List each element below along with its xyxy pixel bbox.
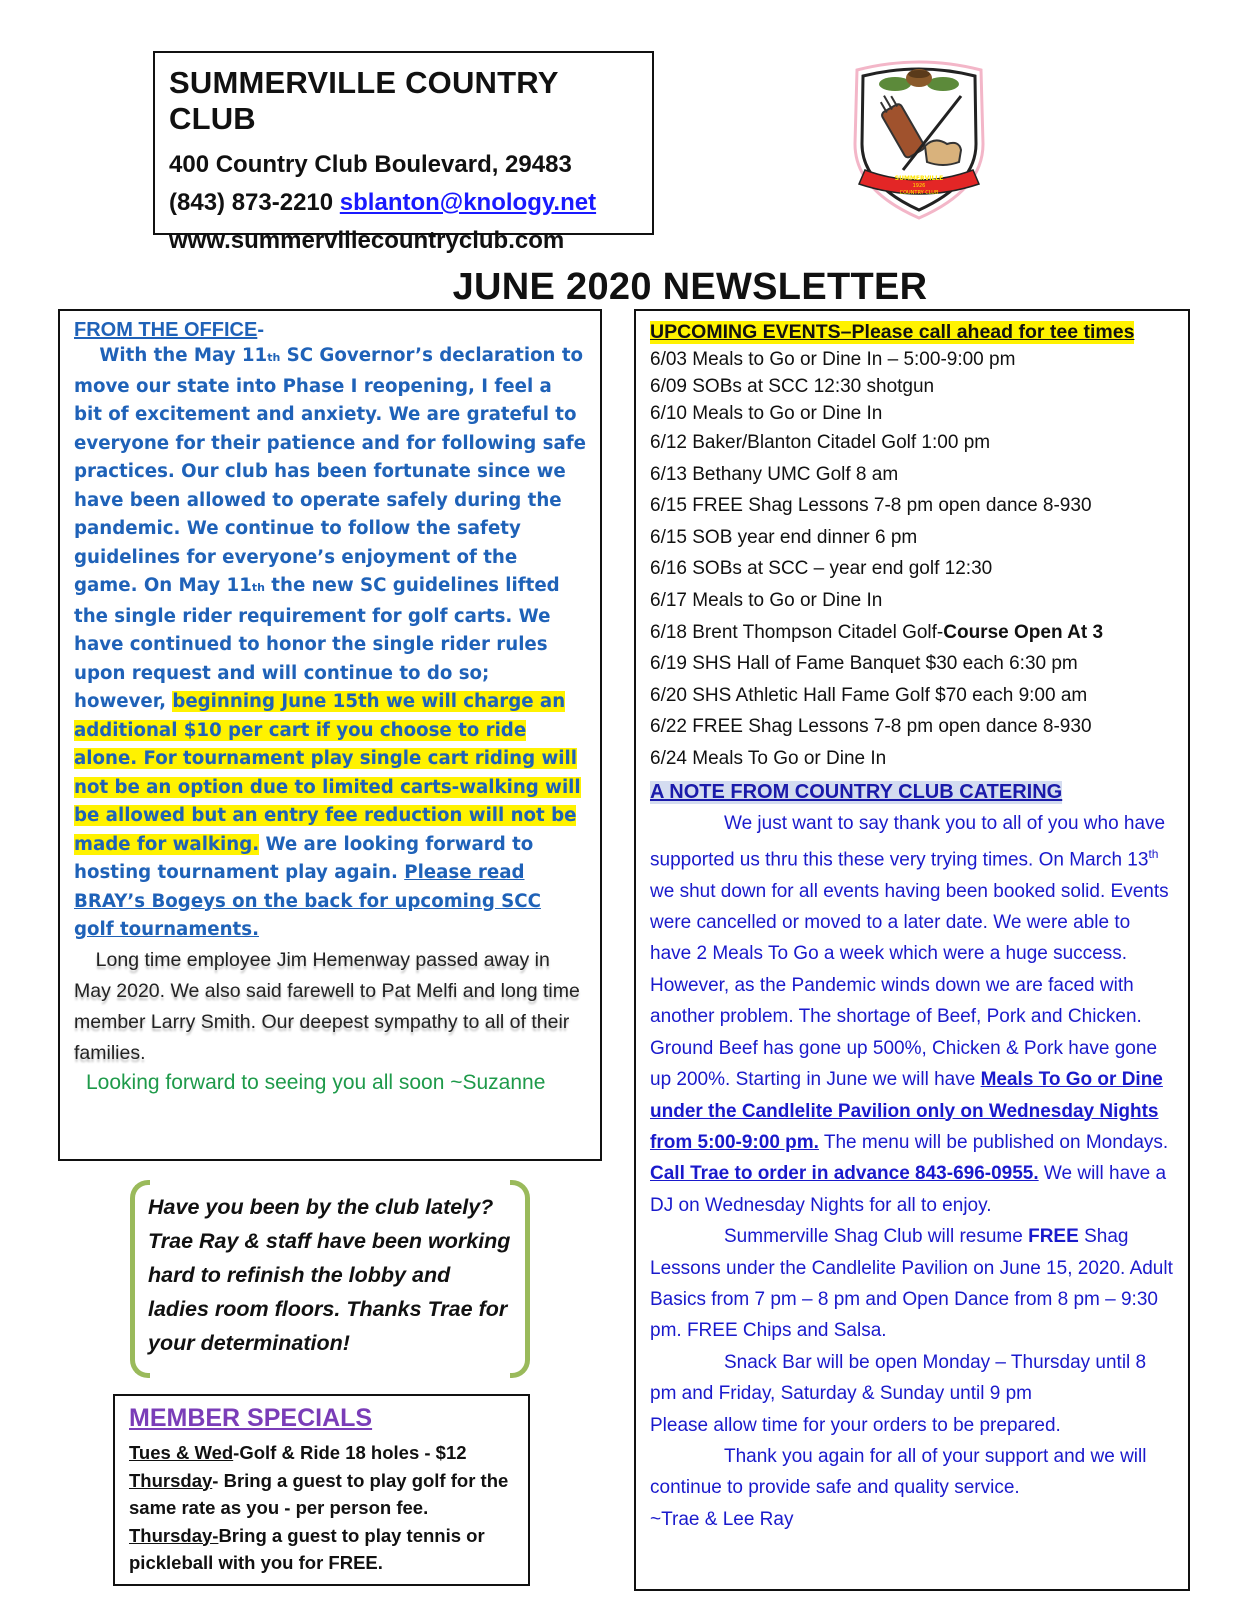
catering-paragraph: Please allow time for your orders to be prepared. bbox=[650, 1414, 1061, 1436]
catering-paragraph: Thank you again for all of your support and we will continue to provide safe and quality service. bbox=[650, 1445, 1147, 1499]
special-text: -Golf & Ride 18 holes - $12 bbox=[233, 1442, 467, 1463]
special-item bbox=[129, 1439, 514, 1467]
special-day: Thursday- bbox=[129, 1524, 219, 1546]
club-email-link[interactable]: sblanton@knology.net bbox=[339, 189, 597, 216]
callout-bracket-right bbox=[510, 1180, 530, 1378]
club-crest-logo bbox=[843, 52, 995, 222]
special-text: - Bring a guest to play golf for the same rate as you - per person fee. bbox=[129, 1469, 509, 1518]
upcoming-events-heading: UPCOMING EVENTS–Please call ahead for tee times bbox=[650, 321, 1135, 343]
catering-heading: A NOTE FROM COUNTRY CLUB CATERING bbox=[650, 780, 1063, 803]
event-item: 6/15 SOB year end dinner 6 pm bbox=[650, 526, 918, 548]
office-signoff: Looking forward to seeing you all soon ~Suzanne bbox=[86, 1070, 546, 1094]
club-contact-line bbox=[169, 189, 638, 217]
catering-paragraph: We just want to say thank you to all of you who have supported us thru this these very trying times. On March 13th we shut down for all events having been booked solid. Events were cancelled or moved to a later date. We were able to have 2 Meals To Go a week which were a huge success. However, as the Pandemic winds down we are faced with another problem. The shortage of Beef, Pork and Chicken. Ground Beef has gone up 500%, Chicken & Pork have gone up 200%. Starting in June we will have Meals To Go or Dine under the Candlelite Pavilion only on Wednesday Nights from 5:00-9:00 pm. The menu will be published on Mondays. Call Trae to order in advance 843-696-0955. We will have a DJ on Wednesday Nights for all to enjoy. bbox=[650, 812, 1169, 1216]
club-name: SUMMERVILLE COUNTRY CLUB bbox=[169, 65, 559, 136]
event-item: 6/13 Bethany UMC Golf 8 am bbox=[650, 463, 899, 485]
member-specials-box bbox=[113, 1394, 530, 1586]
wednesday-meals-note: Meals To Go or Dine under the Candlelite Pavilion only on Wednesday Nights from 5:00-9:00 pm. bbox=[650, 1069, 1163, 1153]
events-and-catering-box bbox=[634, 309, 1190, 1591]
newsletter-title: JUNE 2020 NEWSLETTER bbox=[452, 266, 928, 308]
event-item: 6/20 SHS Athletic Hall Fame Golf $70 each 9:00 am bbox=[650, 684, 1088, 706]
special-day: Thursday bbox=[129, 1469, 213, 1491]
special-item bbox=[129, 1467, 514, 1522]
order-phone-note: Call Trae to order in advance 843-696-0955. bbox=[650, 1163, 1039, 1185]
event-item: 6/18 Brent Thompson Citadel Golf-Course Open At 3 bbox=[650, 621, 1104, 643]
upcoming-events-list bbox=[650, 346, 1174, 775]
office-text: the new SC guidelines lifted the single rider requirement for golf carts. We have continued to honor the single rider rules upon request and will continue to do so; however, bbox=[74, 575, 560, 712]
catering-paragraph: Summerville Shag Club will resume FREE Shag Lessons under the Candlelite Pavilion on June 15, 2020. Adult Basics from 7 pm – 8 pm and Open Dance from 8 pm – 9:30 pm. FREE Chips and Salsa. bbox=[650, 1226, 1173, 1342]
office-heading: FROM THE OFFICE bbox=[74, 319, 258, 341]
crest-ribbon-text: SUMMERVILLE bbox=[894, 175, 944, 182]
special-text: Bring a guest to play tennis or pickleball with you for FREE. bbox=[129, 1524, 485, 1573]
event-item: 6/19 SHS Hall of Fame Banquet $30 each 6:30 pm bbox=[650, 653, 1078, 675]
callout-text: Have you been by the club lately? Trae Ray & staff have been working hard to refinish the lobby and ladies room floors. Thanks Trae for your determination! bbox=[148, 1195, 511, 1355]
catering-signoff: ~Trae & Lee Ray bbox=[650, 1508, 794, 1530]
office-memorial-paragraph bbox=[74, 945, 586, 1069]
office-text: We are looking forward to hosting tournament play again. bbox=[74, 833, 534, 883]
from-the-office-box bbox=[58, 309, 602, 1161]
event-item: 6/24 Meals To Go or Dine In bbox=[650, 747, 887, 769]
crest-ribbon-subtext: COUNTRY CLUB bbox=[899, 190, 939, 196]
brays-bogeys-note: Please read BRAY’s Bogeys on the back for upcoming SCC golf tournaments. bbox=[74, 862, 541, 940]
office-text: SC Governor’s declaration to move our state into Phase I reopening, I feel a bit of excitement and anxiety. We are grateful to everyone for their patience and for following safe practices. Our club has been fortunate since we have been allowed to operate safely during the pandemic. We continue to follow the safety guidelines for everyone’s enjoyment of the game. On May 11 bbox=[74, 345, 586, 596]
event-item: 6/15 FREE Shag Lessons 7-8 pm open dance 8-930 bbox=[650, 495, 1092, 517]
office-paragraph bbox=[74, 342, 586, 945]
special-item bbox=[129, 1522, 514, 1577]
office-heading-dash: - bbox=[257, 319, 264, 341]
catering-note bbox=[650, 808, 1174, 1536]
member-specials-title: MEMBER SPECIALS bbox=[129, 1404, 373, 1432]
event-item: 6/10 Meals to Go or Dine In bbox=[650, 403, 883, 424]
event-item: 6/12 Baker/Blanton Citadel Golf 1:00 pm bbox=[650, 432, 991, 453]
club-phone: (843) 873-2210 bbox=[169, 189, 334, 216]
club-crest-golf-bag-saddle-icon bbox=[843, 52, 995, 222]
club-header-box bbox=[153, 51, 654, 254]
event-item: 6/17 Meals to Go or Dine In bbox=[650, 589, 883, 611]
member-specials-list bbox=[129, 1439, 514, 1577]
club-website: www.summervillecountryclub.com bbox=[169, 227, 565, 254]
special-day: Tues & Wed bbox=[129, 1442, 234, 1463]
crest-ribbon-year: 1926 bbox=[912, 183, 926, 189]
office-superscript: th bbox=[251, 581, 265, 594]
memorial-text: Long time employee Jim Hemenway passed away in May 2020. We also said farewell to Pat Melfi and long time member Larry Smith. Our deepest sympathy to all of their families. bbox=[74, 948, 580, 1064]
event-item: 6/16 SOBs at SCC – year end golf 12:30 bbox=[650, 558, 993, 580]
club-address: 400 Country Club Boulevard, 29483 bbox=[169, 151, 572, 178]
office-highlighted-text: beginning June 15th we will charge an additional $10 per cart if you choose to ride alone. For tournament play single cart riding will not be an option due to limited carts-walking will be allowed but an entry fee reduction will not be made for walking. bbox=[74, 691, 581, 855]
callout-bracket-left bbox=[130, 1180, 150, 1378]
club-update-callout bbox=[130, 1180, 530, 1378]
event-item: 6/22 FREE Shag Lessons 7-8 pm open dance 8-930 bbox=[650, 716, 1092, 738]
office-heading-line bbox=[74, 319, 586, 342]
event-item: 6/03 Meals to Go or Dine In – 5:00-9:00 pm bbox=[650, 349, 1016, 370]
office-text: With the May 11 bbox=[99, 345, 268, 366]
event-item: 6/09 SOBs at SCC 12:30 shotgun bbox=[650, 376, 935, 397]
office-superscript: th bbox=[267, 351, 281, 364]
catering-paragraph: Snack Bar will be open Monday – Thursday until 8 pm and Friday, Saturday & Sunday until 9 pm bbox=[650, 1351, 1147, 1405]
